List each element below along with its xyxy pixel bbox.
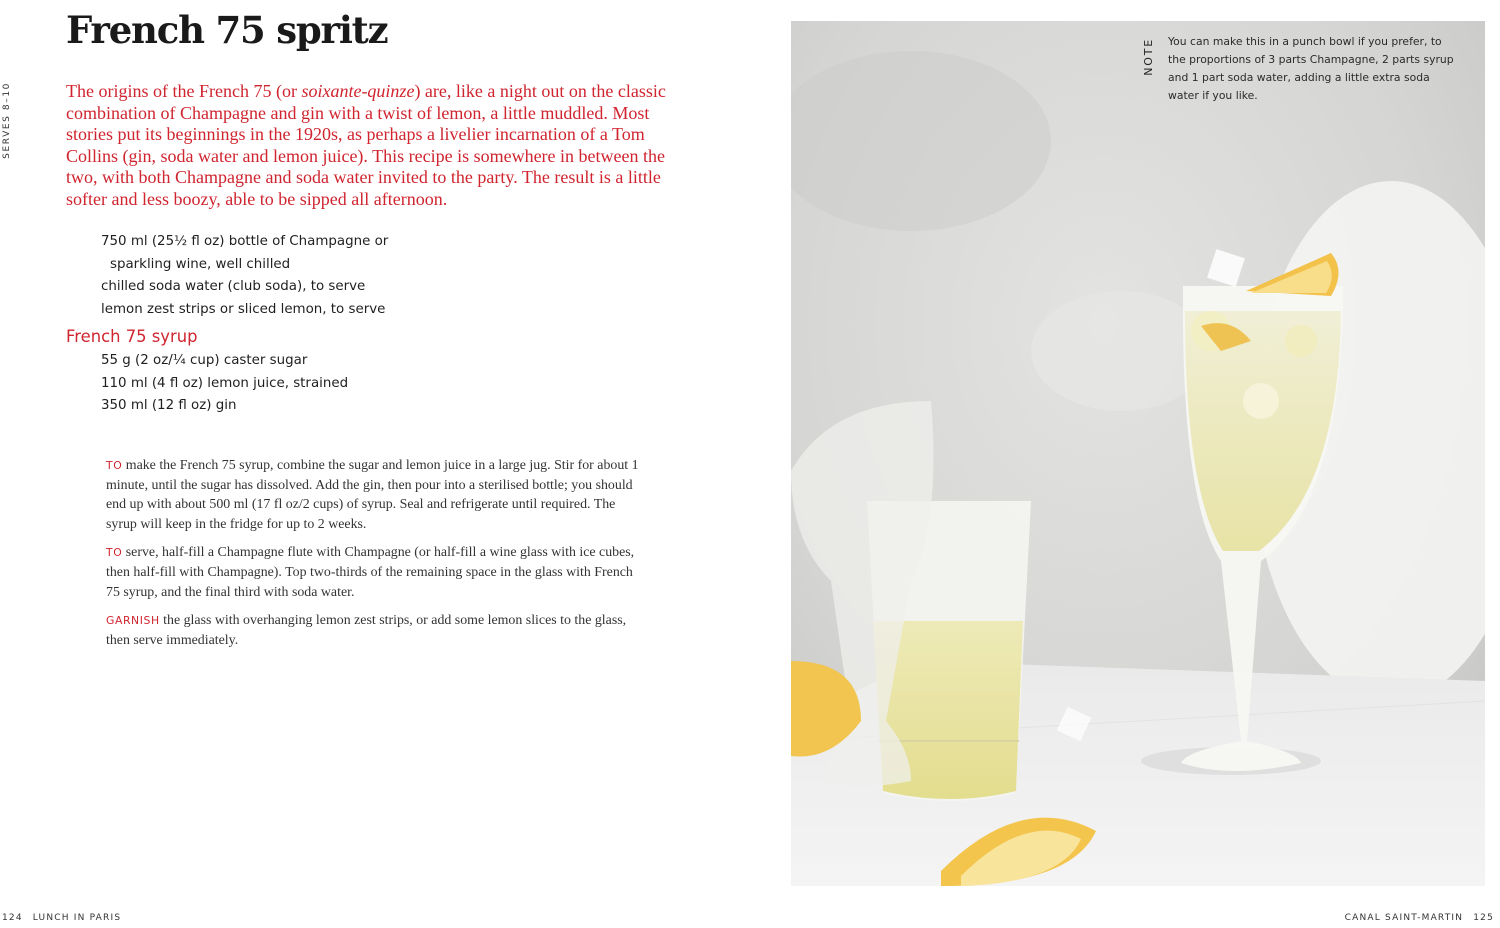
footer-left (2, 913, 121, 923)
intro-italic-term: soixante-quinze (301, 81, 415, 101)
note-text: You can make this in a punch bowl if you prefer, to the proportions of 3 parts Champagne, 2 parts syrup and 1 part soda water, adding a little extra soda water if you like. (1168, 35, 1454, 102)
method-keyword: GARNISH (106, 613, 160, 627)
ingredient-item: chilled soda water (club soda), to serve (101, 279, 366, 294)
ingredient-item: 110 ml (4 fl oz) lemon juice, strained (101, 375, 349, 391)
syrup-ingredient-list (101, 350, 348, 418)
recipe-intro (66, 81, 691, 211)
ingredient-item: sparkling wine, well chilled (110, 256, 291, 272)
method-step (106, 611, 641, 650)
method-text: the glass with overhanging lemon zest strips, or add some lemon slices to the glass, then serve immediately. (106, 612, 627, 648)
method-text: make the French 75 syrup, combine the sugar and lemon juice in a large jug. Stir for about 1 minute, until the sugar has dissolved. Add the gin, then pour into a sterilised bottle; you should end up with about 500 ml (17 fl oz/2 cups) of syrup. Seal and refrigerate until required. The syrup will keep in the fridge for up to 2 weeks. (106, 458, 639, 533)
serves-label: SERVES 8–10 (2, 82, 12, 159)
page-number-right: 125 (1473, 913, 1494, 923)
ingredient-item: 750 ml (25½ fl oz) bottle of Champagne or (101, 234, 389, 249)
method-keyword: TO (106, 459, 123, 472)
method-text: serve, half-fill a Champagne flute with Champagne (or half-fill a wine glass with ice cubes, then half-fill with Champagne). Top two-thirds of the remaining space in the glass with French 75 syrup, and the final third with soda water. (106, 545, 635, 600)
cocktail-photo (791, 21, 1485, 886)
method-keyword: TO (106, 546, 123, 560)
page-number-left: 124 (2, 913, 23, 923)
intro-text-start: The origins of the French 75 (or (66, 81, 302, 101)
ingredient-item: 350 ml (12 fl oz) gin (101, 398, 237, 413)
chapter-title: CANAL SAINT-MARTIN (1344, 913, 1464, 923)
method (106, 456, 641, 659)
book-title: LUNCH IN PARIS (32, 913, 122, 923)
method-step (106, 543, 641, 602)
ingredient-item: lemon zest strips or sliced lemon, to serve (101, 301, 386, 317)
note-label: NOTE (1142, 38, 1155, 76)
syrup-heading: French 75 syrup (66, 327, 198, 346)
method-step (106, 456, 641, 535)
intro-text-end: ) are, like a night out on the classic combination of Champagne and gin with a twist of lemon, a little muddled. Most stories put its beginnings in the 1920s, as perhaps a livelier incarnation of a Tom Collins (gin, soda water and lemon juice). This recipe is somewhere in between the two, with both Champagne and soda water invited to the party. The result is a little softer and less boozy, able to be sipped all afternoon. (66, 81, 666, 209)
ingredient-list (101, 231, 388, 321)
recipe-title: French 75 spritz (66, 8, 388, 52)
ingredient-item: 55 g (2 oz/¼ cup) caster sugar (101, 353, 308, 368)
footer-right (1345, 913, 1494, 923)
